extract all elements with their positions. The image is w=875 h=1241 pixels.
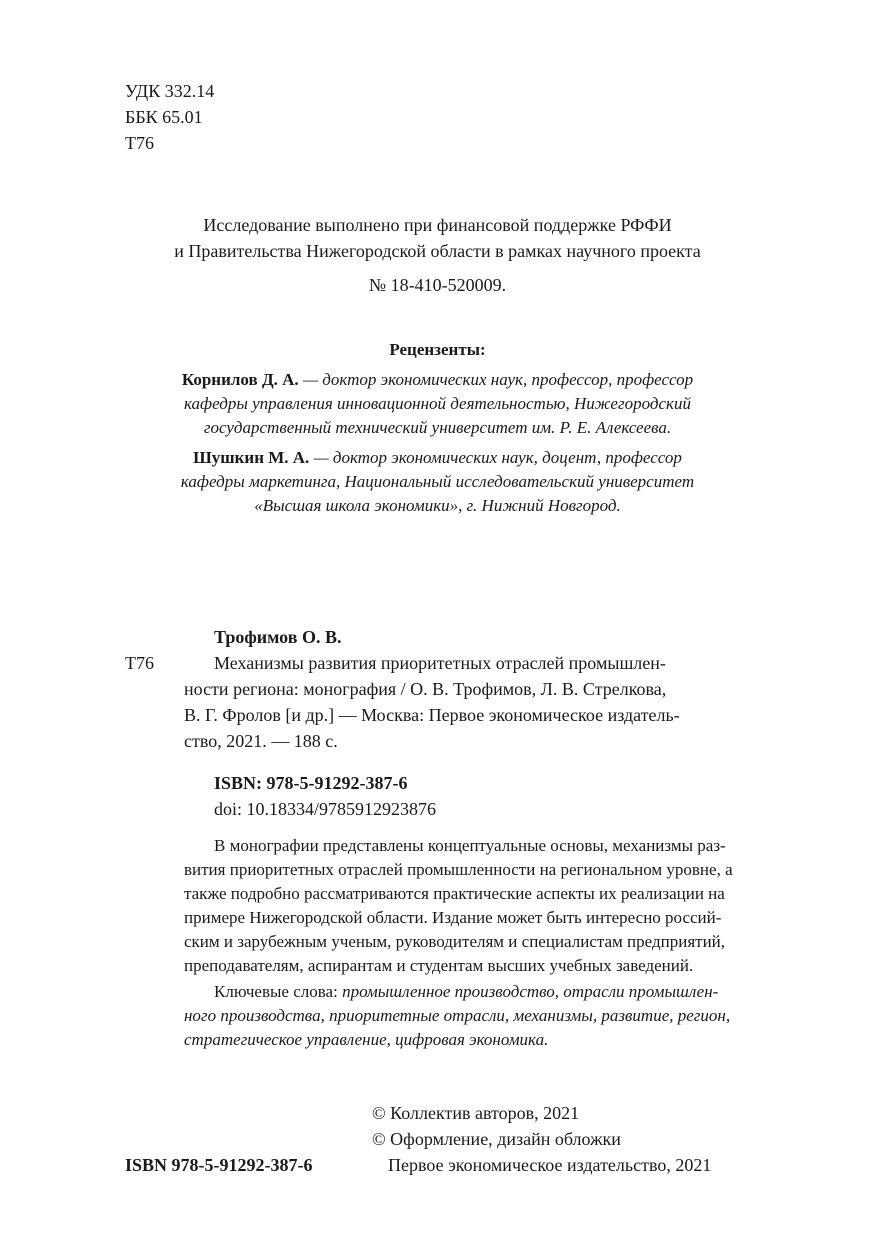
reviewer-first-line — [100, 446, 775, 470]
udk-code: УДК 332.14 — [125, 81, 215, 101]
copyright-line: © Оформление, дизайн обложки — [372, 1129, 621, 1149]
funding-line: Исследование выполнено при финансовой поддержке РФФИ — [203, 215, 672, 235]
keywords — [184, 980, 749, 1052]
bib-sign: Т76 — [125, 653, 154, 673]
reviewer-title: — доктор экономических наук, доцент, профессор — [309, 448, 682, 467]
copyright-block — [372, 1100, 711, 1178]
abstract — [184, 834, 749, 978]
reviewer-title: — доктор экономических наук, профессор, профессор — [298, 370, 694, 389]
reviewers-block — [100, 338, 775, 518]
bib-title-line: ство, 2021. — 188 с. — [184, 731, 338, 751]
bib-title-line: Механизмы развития приоритетных отраслей промышлен- — [214, 653, 666, 673]
reviewer-name: Корнилов Д. А. — [181, 370, 299, 389]
abstract-line: вития приоритетных отраслей промышленности на региональном уровне, а — [184, 860, 733, 879]
reviewer-affiliation: «Высшая школа экономики», г. Нижний Новгород. — [254, 496, 621, 515]
reviewer-entry — [100, 446, 775, 518]
bib-title-line: ности региона: монография / О. В. Трофимов, Л. В. Стрелкова, — [184, 679, 667, 699]
keywords-label: Ключевые слова: — [214, 982, 343, 1001]
keywords-text: ного производства, приоритетные отрасли, механизмы, развитие, регион, — [184, 1006, 731, 1025]
keywords-first-line — [184, 980, 749, 1004]
keywords-text: промышленное производство, отрасли промышлен- — [342, 982, 719, 1001]
reviewer-name: Шушкин М. А. — [193, 448, 310, 467]
abstract-line: ским и зарубежным ученым, руководителям и специалистам предприятий, — [184, 932, 726, 951]
bib-title-line: В. Г. Фролов [и др.] — Москва: Первое экономическое издатель- — [184, 705, 680, 725]
footer-isbn: ISBN 978-5-91292-387-6 — [125, 1155, 313, 1175]
reviewers-heading: Рецензенты: — [389, 340, 486, 359]
funding-line: и Правительства Нижегородской области в рамках научного проекта — [174, 241, 701, 261]
reviewer-first-line — [100, 368, 775, 392]
funding-line: № 18-410-520009. — [368, 275, 507, 295]
bib-isbn: ISBN: 978-5-91292-387-6 — [214, 773, 408, 793]
abstract-line: также подробно рассматриваются практические аспекты их реализации на — [184, 884, 725, 903]
bibliographic-record — [0, 624, 875, 822]
funding-note — [100, 212, 775, 298]
classification-block — [125, 78, 214, 156]
author-sign: Т76 — [125, 133, 154, 153]
reviewer-affiliation: государственный технический университет им. Р. Е. Алексеева. — [203, 418, 672, 437]
reviewer-affiliation: кафедры управления инновационной деятельностью, Нижегородский — [184, 394, 691, 413]
bib-doi: doi: 10.18334/9785912923876 — [214, 799, 437, 819]
abstract-line: В монографии представлены концептуальные основы, механизмы раз- — [214, 836, 726, 855]
bbk-code: ББК 65.01 — [125, 107, 203, 127]
copyright-line: Первое экономическое издательство, 2021 — [388, 1155, 712, 1175]
abstract-line: примере Нижегородской области. Издание может быть интересно россий- — [184, 908, 722, 927]
abstract-line: преподавателям, аспирантам и студентам высших учебных заведений. — [184, 956, 694, 975]
bib-author: Трофимов О. В. — [214, 627, 342, 647]
reviewer-affiliation: кафедры маркетинга, Национальный исследовательский университет — [180, 472, 695, 491]
reviewer-entry — [100, 368, 775, 440]
copyright-line: © Коллектив авторов, 2021 — [372, 1103, 580, 1123]
keywords-text: стратегическое управление, цифровая экономика. — [184, 1030, 549, 1049]
